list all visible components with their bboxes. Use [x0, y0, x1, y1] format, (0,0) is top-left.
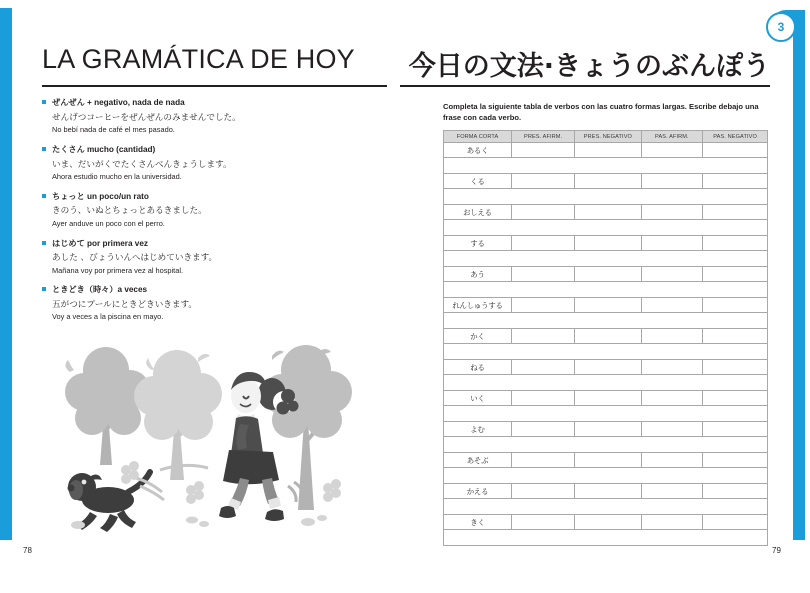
verb-answer-cell[interactable] — [641, 174, 703, 189]
verb-answer-cell[interactable] — [575, 143, 641, 158]
verb-answer-cell[interactable] — [511, 360, 574, 375]
grammar-point-title-text: ときどき（時々）a veces — [52, 285, 148, 295]
verb-short-form-cell: あう — [444, 267, 512, 282]
sentence-answer-cell[interactable] — [444, 530, 768, 546]
verb-answer-cell[interactable] — [641, 391, 703, 406]
verb-answer-cell[interactable] — [703, 298, 768, 313]
sentence-row — [444, 313, 768, 329]
square-bullet-icon — [42, 241, 46, 245]
sentence-row — [444, 251, 768, 267]
verb-answer-cell[interactable] — [641, 298, 703, 313]
table-row — [444, 391, 768, 406]
verb-answer-cell[interactable] — [575, 174, 641, 189]
page-title-left: LA GRAMÁTICA DE HOY — [42, 44, 355, 74]
verb-answer-cell[interactable] — [575, 453, 641, 468]
grammar-example-spanish: Ayer anduve un poco con el perro. — [52, 218, 165, 228]
verb-short-form-cell: おしえる — [444, 205, 512, 220]
sentence-answer-cell[interactable] — [444, 437, 768, 453]
heading-rule-right — [400, 85, 770, 87]
table-row — [444, 484, 768, 499]
verb-answer-cell[interactable] — [703, 174, 768, 189]
verb-answer-cell[interactable] — [575, 267, 641, 282]
grammar-point-title — [42, 98, 382, 109]
grammar-example-spanish: Mañana voy por primera vez al hospital. — [52, 265, 184, 275]
square-bullet-icon — [42, 147, 46, 151]
grammar-point-title — [42, 192, 382, 203]
sentence-answer-cell[interactable] — [444, 313, 768, 329]
verb-short-form-cell: れんしゅうする — [444, 298, 512, 313]
sentence-row — [444, 375, 768, 391]
grammar-example-japanese: せんげつコーヒーをぜんぜんのみませんでした。 — [52, 112, 241, 123]
grammar-point — [42, 145, 382, 183]
sentence-answer-cell[interactable] — [444, 375, 768, 391]
table-row — [444, 329, 768, 344]
verb-conjugation-table — [443, 130, 768, 546]
verb-answer-cell[interactable] — [703, 391, 768, 406]
verb-answer-cell[interactable] — [511, 515, 574, 530]
grammar-point — [42, 192, 382, 230]
table-column-header: PAS. AFIRM. — [641, 131, 703, 143]
verb-answer-cell[interactable] — [511, 267, 574, 282]
verb-answer-cell[interactable] — [703, 484, 768, 499]
table-row — [444, 422, 768, 437]
verb-answer-cell[interactable] — [641, 453, 703, 468]
verb-answer-cell[interactable] — [703, 422, 768, 437]
verb-answer-cell[interactable] — [511, 174, 574, 189]
sentence-row — [444, 189, 768, 205]
verb-answer-cell[interactable] — [641, 360, 703, 375]
verb-answer-cell[interactable] — [511, 484, 574, 499]
verb-answer-cell[interactable] — [575, 205, 641, 220]
grammar-point — [42, 239, 382, 277]
table-body — [444, 143, 768, 546]
table-row — [444, 298, 768, 313]
sentence-answer-cell[interactable] — [444, 220, 768, 236]
table-column-header: FORMA CORTA — [444, 131, 512, 143]
page-number-left: 78 — [23, 546, 32, 555]
chapter-badge: 3 — [766, 12, 796, 42]
verb-short-form-cell: くる — [444, 174, 512, 189]
verb-answer-cell[interactable] — [575, 422, 641, 437]
square-bullet-icon — [42, 100, 46, 104]
verb-answer-cell[interactable] — [511, 236, 574, 251]
verb-answer-cell[interactable] — [575, 391, 641, 406]
verb-short-form-cell: いく — [444, 391, 512, 406]
verb-answer-cell[interactable] — [641, 267, 703, 282]
grammar-example-spanish: Voy a veces a la piscina en mayo. — [52, 312, 164, 322]
verb-answer-cell[interactable] — [575, 484, 641, 499]
sentence-row — [444, 437, 768, 453]
sentence-answer-cell[interactable] — [444, 282, 768, 298]
sentence-answer-cell[interactable] — [444, 468, 768, 484]
verb-answer-cell[interactable] — [703, 329, 768, 344]
grammar-example-spanish: No bebí nada de café el mes pasado. — [52, 125, 175, 135]
square-bullet-icon — [42, 194, 46, 198]
table-row — [444, 453, 768, 468]
verb-short-form-cell: きく — [444, 515, 512, 530]
verb-short-form-cell: かえる — [444, 484, 512, 499]
sentence-row — [444, 344, 768, 360]
grammar-example-japanese: きのう、いぬとちょっとあるきました。 — [52, 206, 207, 217]
verb-answer-cell[interactable] — [641, 143, 703, 158]
verb-answer-cell[interactable] — [575, 329, 641, 344]
verb-answer-cell[interactable] — [575, 236, 641, 251]
sentence-answer-cell[interactable] — [444, 406, 768, 422]
verb-answer-cell[interactable] — [511, 205, 574, 220]
verb-answer-cell[interactable] — [511, 329, 574, 344]
table-column-header: PAS. NEGATIVO — [703, 131, 768, 143]
grammar-point-title-text: たくさん mucho (cantidad) — [52, 144, 156, 154]
sentence-row — [444, 406, 768, 422]
verb-short-form-cell: ねる — [444, 360, 512, 375]
heading-rule-left — [42, 85, 387, 87]
verb-answer-cell[interactable] — [641, 205, 703, 220]
grammar-point-title — [42, 145, 382, 156]
grammar-point-title — [42, 239, 382, 250]
sentence-answer-cell[interactable] — [444, 251, 768, 267]
sentence-answer-cell[interactable] — [444, 344, 768, 360]
table-row — [444, 360, 768, 375]
verb-answer-cell[interactable] — [641, 236, 703, 251]
verb-answer-cell[interactable] — [511, 453, 574, 468]
page-number-right: 79 — [772, 546, 781, 555]
sentence-row — [444, 468, 768, 484]
grammar-example-japanese: あした 、びょういんへはじめていきます。 — [52, 253, 218, 264]
verb-answer-cell[interactable] — [575, 515, 641, 530]
sentence-answer-cell[interactable] — [444, 499, 768, 515]
grammar-example-japanese: いま、だいがくでたくさんべんきょうします。 — [52, 159, 232, 170]
grammar-example-japanese: 五がつにプールにときどきいきます。 — [52, 300, 197, 311]
verb-answer-cell[interactable] — [703, 515, 768, 530]
table-row — [444, 236, 768, 251]
verb-short-form-cell: あそぶ — [444, 453, 512, 468]
verb-short-form-cell: あるく — [444, 143, 512, 158]
verb-answer-cell[interactable] — [511, 143, 574, 158]
table-row — [444, 143, 768, 158]
verb-answer-cell[interactable] — [703, 360, 768, 375]
verb-answer-cell[interactable] — [641, 329, 703, 344]
grammar-point-title-text: はじめて por primera vez — [52, 238, 148, 248]
verb-answer-cell[interactable] — [703, 205, 768, 220]
grammar-point-title — [42, 285, 382, 296]
table-row — [444, 174, 768, 189]
verb-answer-cell[interactable] — [703, 267, 768, 282]
grammar-point-title-text: ちょっと un poco/un rato — [52, 191, 149, 201]
sentence-row — [444, 530, 768, 546]
verb-answer-cell[interactable] — [703, 236, 768, 251]
grammar-example-spanish: Ahora estudio mucho en la universidad. — [52, 171, 182, 181]
sentence-row — [444, 499, 768, 515]
sentence-answer-cell[interactable] — [444, 158, 768, 174]
verb-answer-cell[interactable] — [641, 515, 703, 530]
verb-short-form-cell: する — [444, 236, 512, 251]
verb-answer-cell[interactable] — [703, 453, 768, 468]
verb-answer-cell[interactable] — [575, 360, 641, 375]
verb-answer-cell[interactable] — [511, 298, 574, 313]
grammar-points-list — [42, 98, 382, 332]
sentence-row — [444, 220, 768, 236]
verb-answer-cell[interactable] — [641, 484, 703, 499]
sentence-row — [444, 158, 768, 174]
table-row — [444, 515, 768, 530]
table-column-header: PRES. AFIRM. — [511, 131, 574, 143]
verb-answer-cell[interactable] — [575, 298, 641, 313]
page-title-right: 今日の文法·きょうのぶんぽう — [408, 51, 770, 82]
verb-answer-cell[interactable] — [511, 391, 574, 406]
grammar-point — [42, 98, 382, 136]
table-row — [444, 267, 768, 282]
girl-walking-dog-illustration — [40, 330, 390, 535]
table-header-row — [444, 131, 768, 143]
verb-answer-cell[interactable] — [703, 143, 768, 158]
table-column-header: PRES. NEGATIVO — [575, 131, 641, 143]
grammar-point-title-text: ぜんぜん + negativo, nada de nada — [52, 98, 185, 107]
sentence-answer-cell[interactable] — [444, 189, 768, 205]
verb-short-form-cell: よむ — [444, 422, 512, 437]
grammar-point — [42, 285, 382, 323]
verb-short-form-cell: かく — [444, 329, 512, 344]
square-bullet-icon — [42, 287, 46, 291]
sentence-row — [444, 282, 768, 298]
verb-answer-cell[interactable] — [511, 422, 574, 437]
verb-answer-cell[interactable] — [641, 422, 703, 437]
table-row — [444, 205, 768, 220]
exercise-instructions: Completa la siguiente tabla de verbos con las cuatro formas largas. Escribe debajo una frase con cada verbo. — [443, 102, 759, 122]
